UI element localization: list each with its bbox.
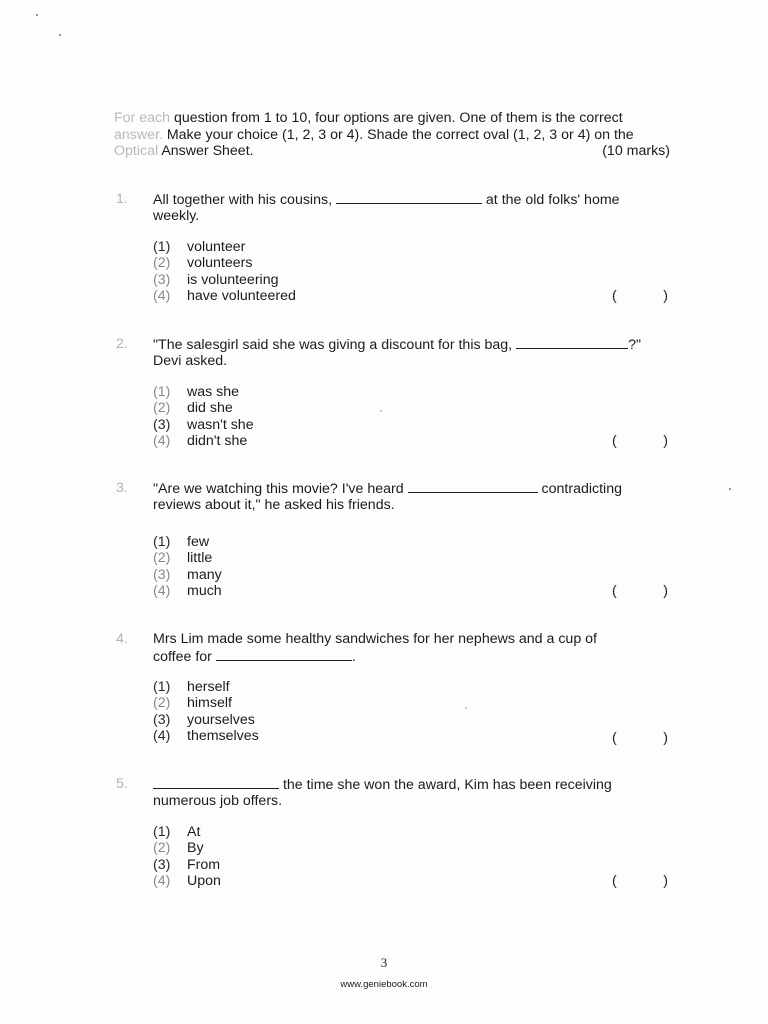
stem-text: coffee for <box>153 648 212 665</box>
bracket-close: ) <box>663 583 668 599</box>
stem-text: Mrs Lim made some healthy sandwiches for her nephews and a cup of <box>153 631 597 647</box>
scan-speck <box>59 34 61 36</box>
question-number: 2. <box>116 336 128 352</box>
stem-text: Devi asked. <box>153 352 228 369</box>
stem-text: ?" <box>628 337 642 353</box>
option-number: (2) <box>153 255 171 272</box>
option-number: (2) <box>153 550 171 567</box>
answer-bracket[interactable] <box>612 433 668 449</box>
instructions-text: Answer Sheet. <box>158 143 254 159</box>
option-number: (1) <box>153 679 171 695</box>
page-number: 3 <box>380 955 388 970</box>
option-text: From <box>187 856 221 873</box>
answer-blank <box>516 336 628 349</box>
option-text: didn't she <box>187 432 248 449</box>
scan-speck <box>465 707 467 709</box>
options-list <box>153 679 259 744</box>
answer-bracket[interactable] <box>612 288 668 304</box>
option-1 <box>153 824 221 840</box>
answer-bracket[interactable] <box>612 873 668 889</box>
options-list <box>153 824 221 889</box>
option-text: wasn't she <box>187 416 254 433</box>
bracket-close: ) <box>663 433 668 449</box>
stem-text: All together with his cousins, <box>153 192 333 208</box>
answer-blank <box>153 776 279 789</box>
total-marks: (10 marks) <box>602 143 670 159</box>
instructions-faded-text: answer. <box>114 126 163 143</box>
option-text: did she <box>187 400 233 417</box>
option-number: (3) <box>153 711 171 728</box>
question-stem <box>153 480 673 513</box>
stem-text: "The salesgirl said she was giving a discount for this bag, <box>153 337 513 353</box>
option-text: himself <box>187 695 232 712</box>
option-text: few <box>187 534 210 550</box>
option-text: herself <box>187 679 230 695</box>
options-list <box>153 534 222 599</box>
instructions-text: Make your choice (1, 2, 3 or 4). Shade the correct oval (1, 2, 3 or 4) on the <box>162 126 634 143</box>
answer-bracket[interactable] <box>612 730 668 746</box>
option-2 <box>153 400 254 416</box>
option-number: (4) <box>153 287 171 304</box>
option-number: (4) <box>153 872 171 889</box>
option-number: (3) <box>153 416 171 433</box>
option-3 <box>153 567 222 583</box>
scan-speck <box>729 488 731 490</box>
stem-text: "Are we watching this movie? I've heard <box>153 481 404 497</box>
instructions-faded-text: For each <box>114 110 170 126</box>
question-number: 3. <box>116 480 128 496</box>
option-1 <box>153 679 259 695</box>
bracket-open: ( <box>612 730 617 746</box>
option-text: little <box>187 550 213 567</box>
option-number: (3) <box>153 856 171 873</box>
option-number: (1) <box>153 534 171 550</box>
option-number: (2) <box>153 400 171 417</box>
stem-text: . <box>351 648 356 665</box>
bracket-open: ( <box>612 288 617 304</box>
option-number: (1) <box>153 384 171 400</box>
question-stem <box>153 191 673 224</box>
bracket-open: ( <box>612 433 617 449</box>
question-stem <box>153 336 673 369</box>
option-number: (1) <box>153 239 171 255</box>
option-number: (2) <box>153 695 171 712</box>
option-text: themselves <box>187 727 259 744</box>
option-1 <box>153 239 296 255</box>
option-number: (2) <box>153 840 171 857</box>
stem-text: weekly. <box>153 207 200 224</box>
instructions-line-2 <box>114 127 678 144</box>
option-4 <box>153 873 221 889</box>
stem-text: contradicting <box>541 481 622 497</box>
bracket-close: ) <box>663 288 668 304</box>
option-text: much <box>187 582 222 599</box>
option-text: many <box>187 566 222 583</box>
question-stem <box>153 631 673 664</box>
option-4 <box>153 433 254 449</box>
stem-text: the time she won the award, Kim has been receiving <box>282 777 612 793</box>
option-text: is volunteering <box>187 271 279 288</box>
instructions <box>114 110 678 160</box>
bracket-open: ( <box>612 583 617 599</box>
answer-blank <box>408 480 538 493</box>
option-text: At <box>187 824 201 840</box>
scan-speck <box>380 410 382 412</box>
bracket-open: ( <box>612 873 617 889</box>
option-1 <box>153 534 222 550</box>
option-2 <box>153 840 221 856</box>
option-4 <box>153 288 296 304</box>
option-text: By <box>187 840 204 857</box>
answer-bracket[interactable] <box>612 583 668 599</box>
options-list <box>153 239 296 304</box>
option-text: volunteer <box>187 239 246 255</box>
option-3 <box>153 857 221 873</box>
question-number: 4. <box>116 631 128 647</box>
option-3 <box>153 272 296 288</box>
question-number: 5. <box>116 776 128 792</box>
option-text: Upon <box>187 872 221 889</box>
option-3 <box>153 417 254 433</box>
option-2 <box>153 695 259 711</box>
footer-url: www.geniebook.com <box>340 979 428 990</box>
instructions-faded-text: Optical <box>114 143 159 159</box>
stem-text: numerous job offers. <box>153 792 283 809</box>
option-number: (4) <box>153 582 171 599</box>
option-text: have volunteered <box>187 287 296 304</box>
option-text: was she <box>187 384 240 400</box>
option-number: (4) <box>153 727 171 744</box>
option-2 <box>153 255 296 271</box>
answer-blank <box>336 191 482 204</box>
option-number: (3) <box>153 566 171 583</box>
answer-blank <box>216 648 352 661</box>
instructions-line-1 <box>114 110 678 127</box>
instructions-line-3 <box>114 143 678 160</box>
option-3 <box>153 712 259 728</box>
bracket-close: ) <box>663 873 668 889</box>
options-list <box>153 384 254 449</box>
bracket-close: ) <box>663 730 668 746</box>
instructions-text: question from 1 to 10, four options are given. One of them is the correct <box>170 110 623 126</box>
option-4 <box>153 728 259 744</box>
option-text: yourselves <box>187 711 255 728</box>
stem-text: at the old folks' home <box>485 192 620 208</box>
option-number: (4) <box>153 432 171 449</box>
option-number: (3) <box>153 271 171 288</box>
scan-speck <box>36 14 38 16</box>
stem-text: reviews about it," he asked his friends. <box>153 496 395 513</box>
option-number: (1) <box>153 824 171 840</box>
question-stem <box>153 776 673 809</box>
option-1 <box>153 384 254 400</box>
option-4 <box>153 583 222 599</box>
question-number: 1. <box>116 191 128 207</box>
option-2 <box>153 550 222 566</box>
option-text: volunteers <box>187 255 253 272</box>
